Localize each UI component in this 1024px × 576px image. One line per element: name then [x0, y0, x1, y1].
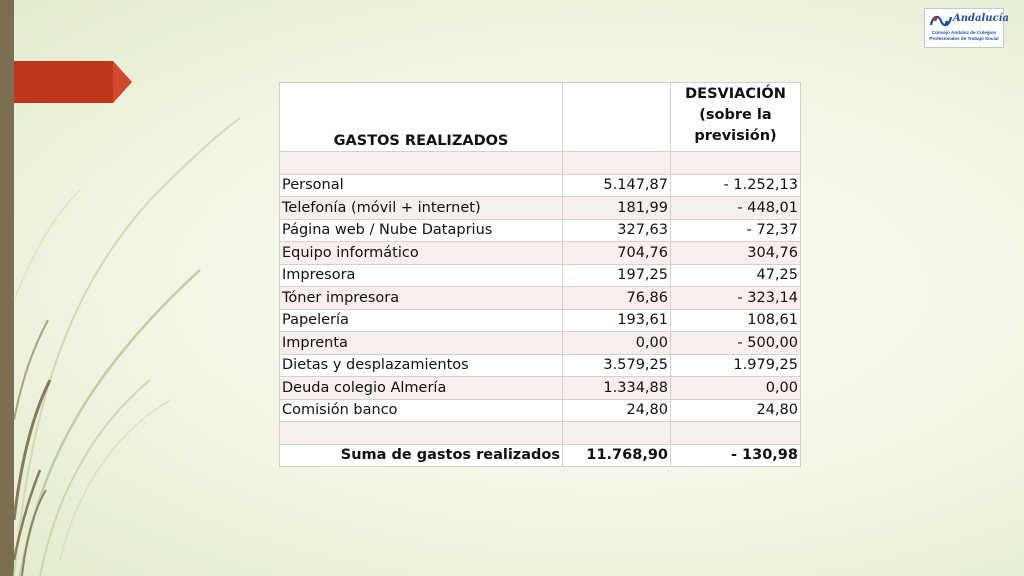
- table-row: [280, 264, 801, 287]
- table-row: [280, 287, 801, 310]
- header-deviation-line3: previsión): [694, 128, 777, 144]
- table-row: [280, 377, 801, 400]
- row-concept: Tóner impresora: [280, 287, 563, 310]
- row-concept: Dietas y desplazamientos: [280, 354, 563, 377]
- row-concept: Telefonía (móvil + internet): [280, 197, 563, 220]
- logo-emblem-icon: [929, 11, 953, 31]
- row-concept: Página web / Nube Dataprius: [280, 219, 563, 242]
- row-deviation: - 323,14: [671, 287, 801, 310]
- row-deviation: 304,76: [671, 242, 801, 265]
- row-amount: 1.334,88: [563, 377, 671, 400]
- row-amount: 24,80: [563, 399, 671, 422]
- row-deviation: - 72,37: [671, 219, 801, 242]
- andalucia-logo: [924, 8, 1009, 48]
- row-deviation: - 1.252,13: [671, 174, 801, 197]
- header-deviation: [671, 83, 801, 152]
- row-amount: 327,63: [563, 219, 671, 242]
- row-amount: 181,99: [563, 197, 671, 220]
- logo-subtitle: Consejo Andaluz de Colegios Profesionales de Trabajo Social: [929, 30, 999, 41]
- row-deviation: 108,61: [671, 309, 801, 332]
- expenses-table: [279, 82, 801, 467]
- row-concept: Equipo informático: [280, 242, 563, 265]
- blank-row: [280, 152, 801, 175]
- table-row: [280, 399, 801, 422]
- row-amount: 0,00: [563, 332, 671, 355]
- row-amount: 193,61: [563, 309, 671, 332]
- decorative-branches: [0, 0, 300, 576]
- header-deviation-line1: DESVIACIÓN: [685, 86, 786, 102]
- row-deviation: 1.979,25: [671, 354, 801, 377]
- table-row: [280, 197, 801, 220]
- total-deviation: - 130,98: [671, 444, 801, 467]
- row-deviation: - 500,00: [671, 332, 801, 355]
- blank-row: [280, 422, 801, 445]
- total-row: [280, 444, 801, 467]
- row-amount: 197,25: [563, 264, 671, 287]
- row-concept: Impresora: [280, 264, 563, 287]
- total-label: Suma de gastos realizados: [280, 444, 563, 467]
- row-concept: Imprenta: [280, 332, 563, 355]
- row-deviation: 24,80: [671, 399, 801, 422]
- row-amount: 3.579,25: [563, 354, 671, 377]
- row-deviation: - 448,01: [671, 197, 801, 220]
- row-concept: Personal: [280, 174, 563, 197]
- header-amount: [563, 83, 671, 152]
- logo-brand-text: Andalucía: [953, 13, 1009, 24]
- table-header-row: [280, 83, 801, 152]
- row-amount: 5.147,87: [563, 174, 671, 197]
- row-amount: 704,76: [563, 242, 671, 265]
- total-amount: 11.768,90: [563, 444, 671, 467]
- table-row: [280, 309, 801, 332]
- table-row: [280, 332, 801, 355]
- row-concept: Deuda colegio Almería: [280, 377, 563, 400]
- table-row: [280, 242, 801, 265]
- table-row: [280, 354, 801, 377]
- row-amount: 76,86: [563, 287, 671, 310]
- header-concept: GASTOS REALIZADOS: [280, 83, 563, 152]
- row-concept: Comisión banco: [280, 399, 563, 422]
- row-deviation: 47,25: [671, 264, 801, 287]
- table-row: [280, 219, 801, 242]
- row-concept: Papelería: [280, 309, 563, 332]
- row-deviation: 0,00: [671, 377, 801, 400]
- table-row: [280, 174, 801, 197]
- header-deviation-line2: (sobre la: [699, 107, 772, 123]
